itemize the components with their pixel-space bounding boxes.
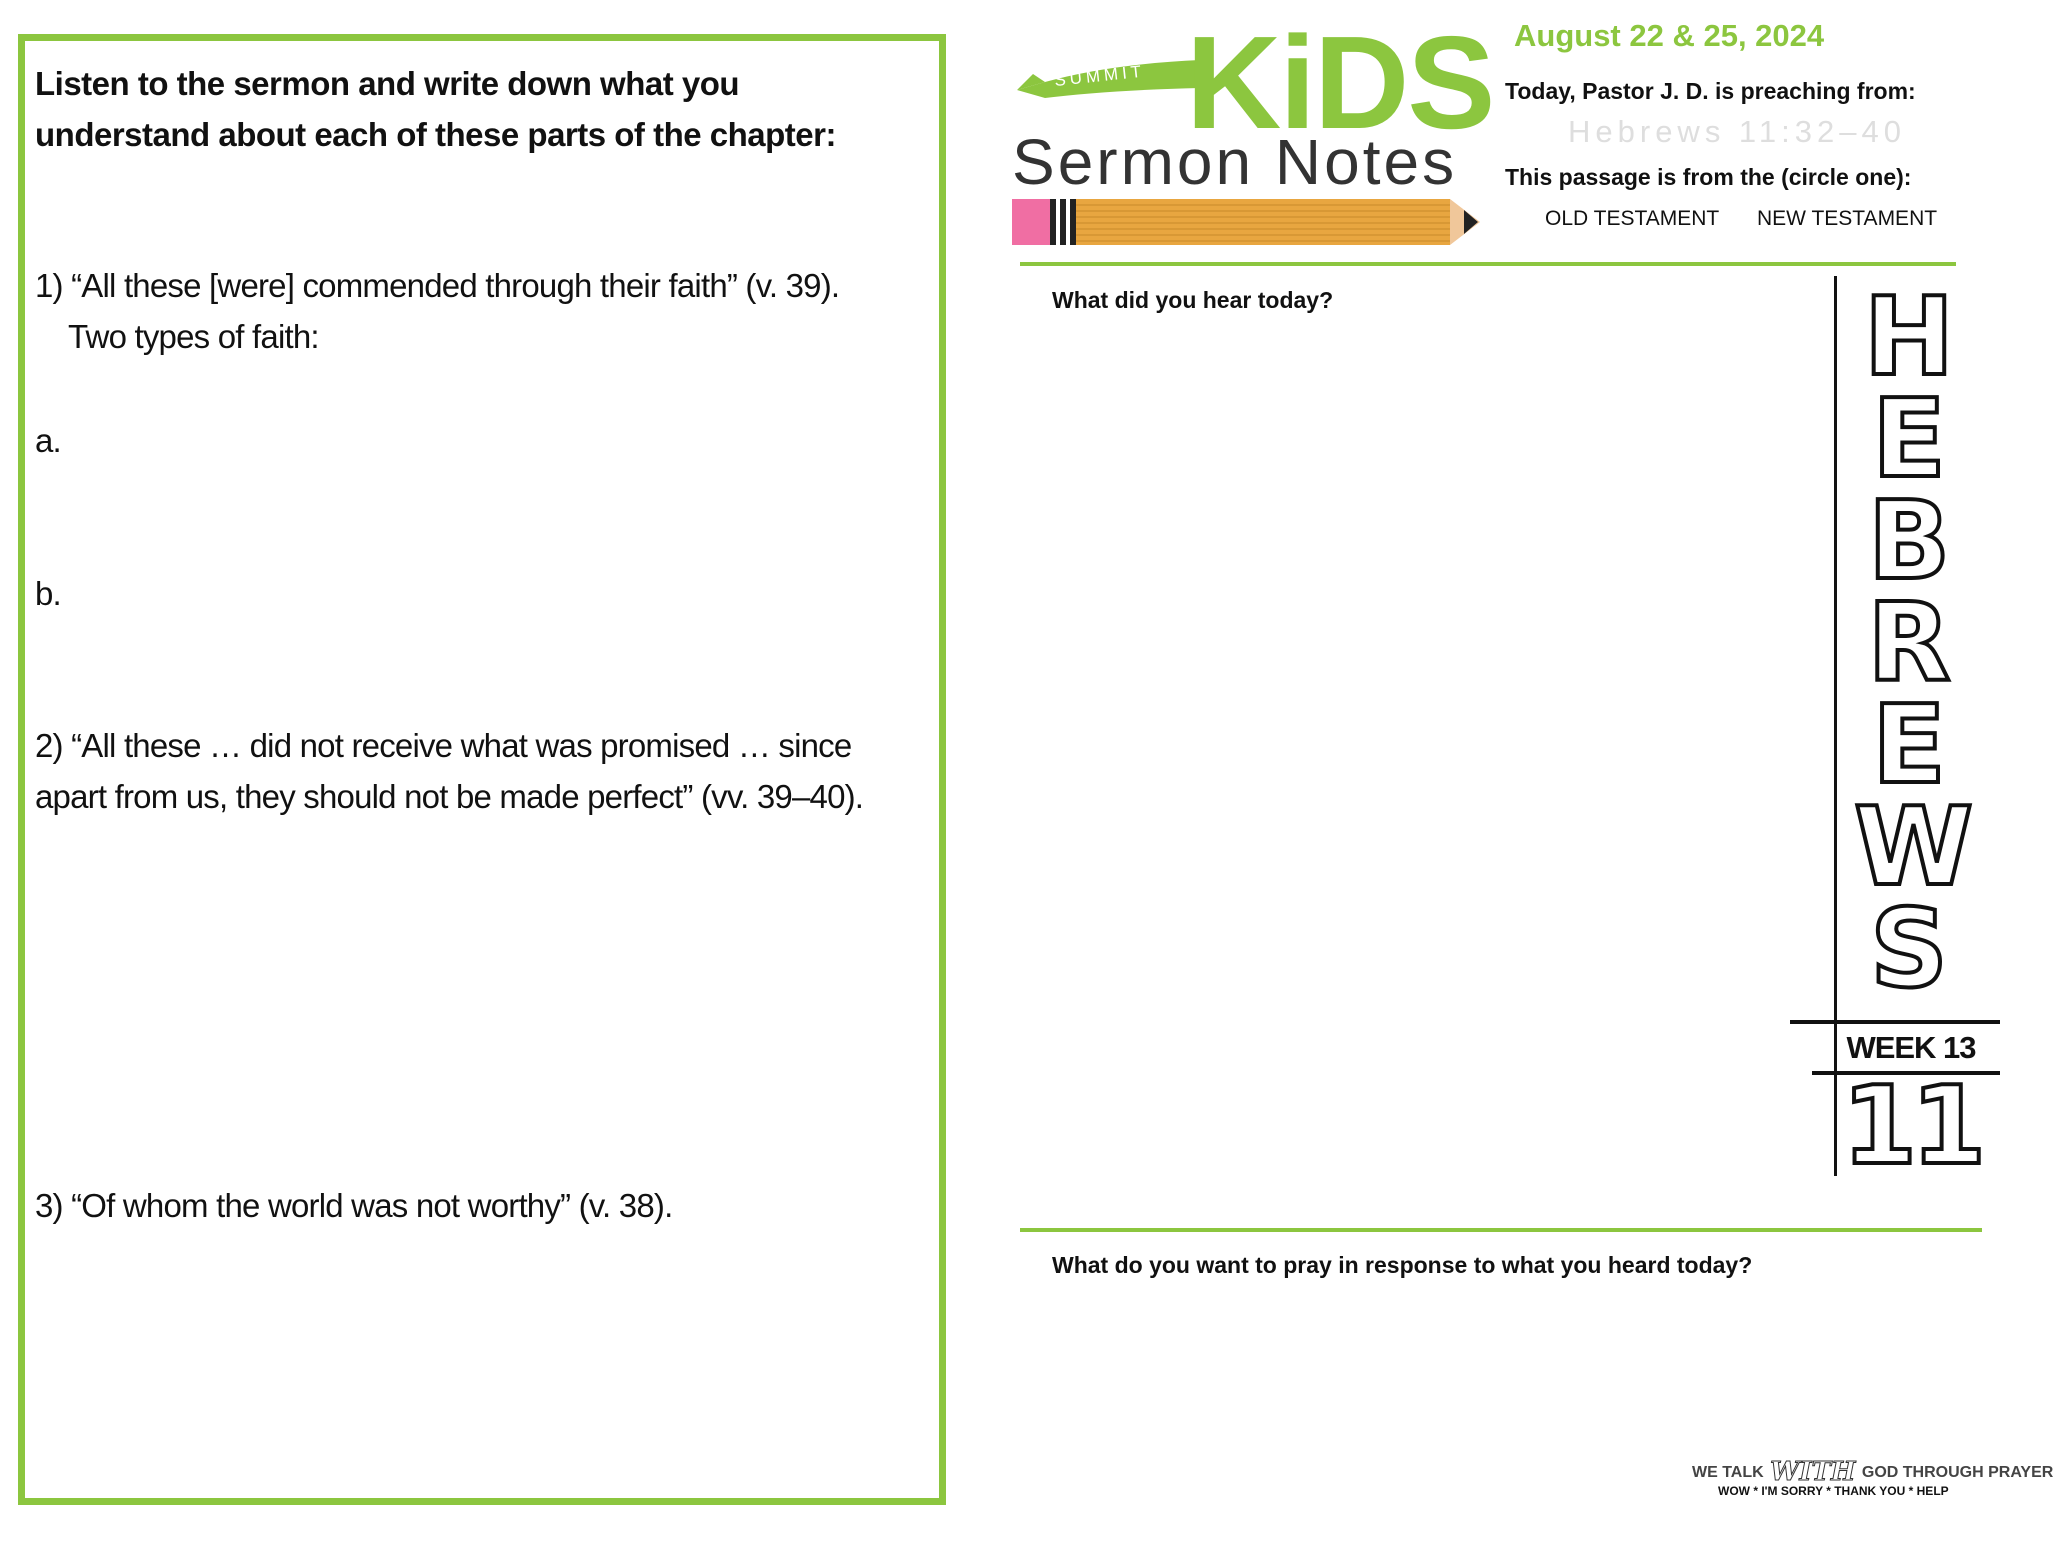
question-1-text: 1) “All these [were] commended through their faith” (v. 39).	[35, 267, 840, 304]
series-letter: E	[1872, 683, 1946, 808]
question-2-text-continued: apart from us, they should not be made perfect” (vv. 39–40).	[35, 778, 864, 815]
old-testament-option[interactable]: OLD TESTAMENT	[1545, 207, 1720, 230]
prayer-tagline	[1692, 1457, 2053, 1487]
bottom-divider	[1020, 1228, 1982, 1232]
series-vertical-rule	[1834, 276, 1837, 1176]
hear-today-answer-area[interactable]	[1040, 330, 1820, 1190]
sermon-notes-title: Sermon Notes	[1012, 126, 1458, 198]
question-3-text: 3) “Of whom the world was not worthy” (v. 38).	[35, 1187, 673, 1224]
answer-a-label: a.	[35, 422, 61, 459]
kids-logo-text: KiDS	[1186, 9, 1494, 156]
series-letter: E	[1872, 377, 1946, 502]
tagline-we-talk: WE TALK	[1692, 1464, 1764, 1481]
banner-text: SUMMIT	[1053, 61, 1146, 90]
prayer-types: WOW * I'M SORRY * THANK YOU * HELP	[1718, 1484, 1949, 1498]
question-2-text: 2) “All these … did not receive what was promised … since	[35, 727, 852, 764]
question-1-subtext: Two types of faith:	[68, 318, 319, 355]
series-letter: H	[1863, 275, 1955, 400]
instructions-heading: Listen to the sermon and write down what you understand about each of these parts of the chapter:	[35, 65, 836, 153]
testament-question: This passage is from the (circle one):	[1505, 164, 1912, 190]
pray-response-answer-area[interactable]	[1040, 1290, 1940, 1440]
answer-b-label: b.	[35, 575, 61, 612]
week-label: WEEK 13	[1846, 1030, 1976, 1065]
series-letter: W	[1854, 785, 1974, 910]
hear-today-prompt: What did you hear today?	[1052, 287, 1334, 313]
series-title-vertical	[1854, 275, 1974, 1026]
week-top-rule	[1790, 1020, 2000, 1024]
series-letter: R	[1867, 581, 1951, 706]
tagline-with: WITH	[1770, 1457, 1856, 1487]
chapter-number: 11	[1841, 1064, 1981, 1189]
summit-banner-logo	[1015, 52, 1205, 102]
pray-response-prompt: What do you want to pray in response to what you heard today?	[1052, 1252, 1753, 1278]
top-divider	[1020, 262, 1956, 266]
service-date: August 22 & 25, 2024	[1514, 18, 1825, 53]
tagline-god-through-prayer: GOD THROUGH PRAYER	[1861, 1464, 2053, 1481]
series-letter: S	[1870, 887, 1948, 1012]
scripture-passage: Hebrews 11:32–40	[1568, 114, 1906, 149]
preaching-label: Today, Pastor J. D. is preaching from:	[1505, 78, 1916, 104]
new-testament-option[interactable]: NEW TESTAMENT	[1757, 207, 1938, 230]
series-letter: B	[1867, 479, 1951, 604]
pencil-icon	[1012, 197, 1478, 247]
